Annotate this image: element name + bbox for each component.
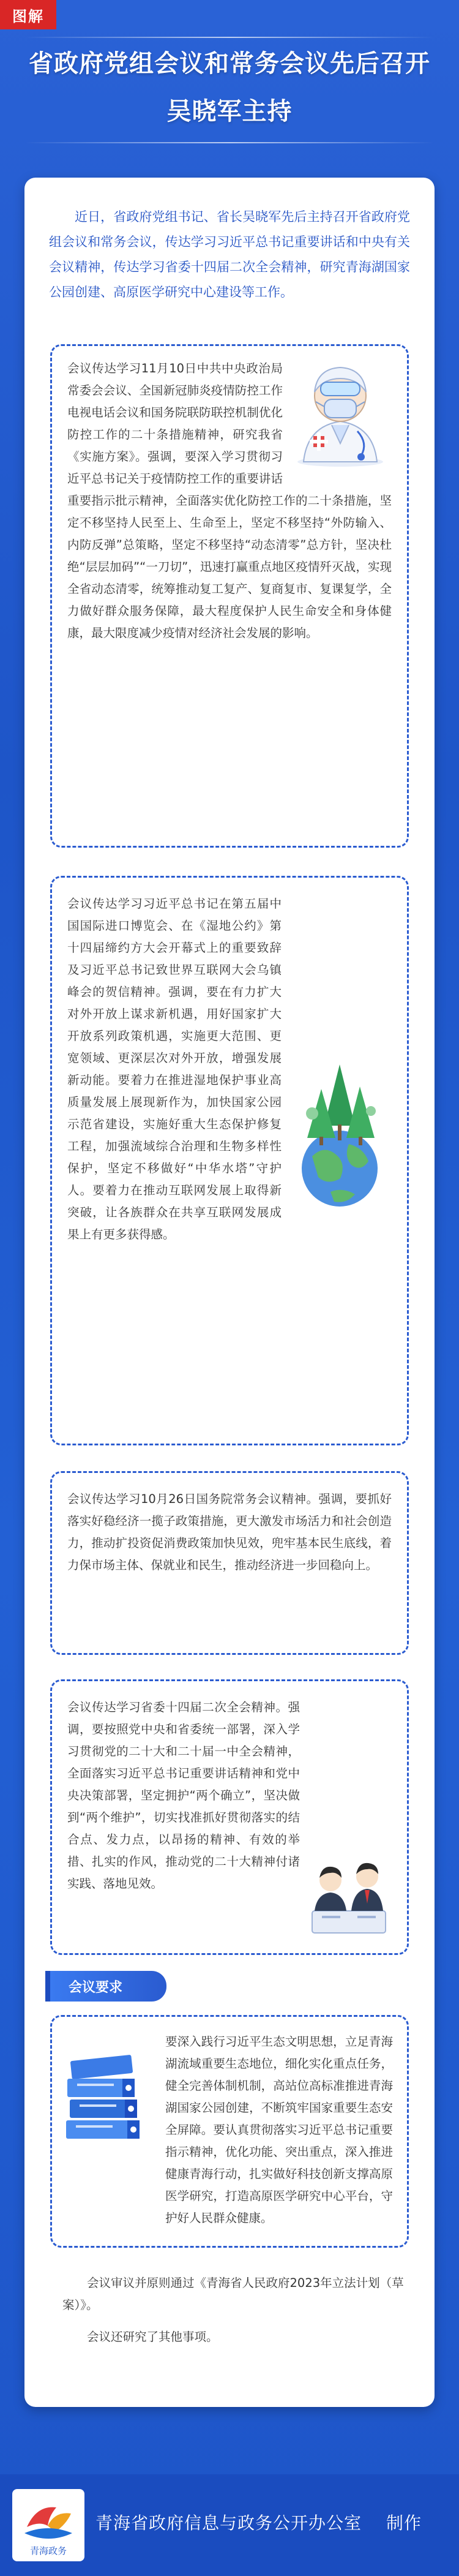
section-text: [67, 1697, 392, 1948]
closing-paragraph-2: 会议还研究了其他事项。: [87, 2330, 218, 2344]
section-4-text: 会议传达学习省委十四届二次全会精神。强调，要按照党中央和省委统一部署，深入学习贯彻党的二十大和二十届一中全会精神，全面落实习近平总书记重要讲话精神和党中央决策部署，坚定拥护“两个确立”，坚决做到“两个维护”，切实找准抓好贯彻落实的结合点、发力点，以昂扬的精神、有效的举措、扎实的作风，推动党的二十大精神付诸实践、落地见效。: [67, 1700, 300, 1891]
meeting-people-icon: [306, 1837, 392, 1941]
divider: [24, 142, 435, 143]
section-2-icon-float: [288, 1052, 392, 1211]
footer-logo: [12, 2489, 84, 2561]
page-title: [0, 44, 459, 131]
title-line-2: 吴晓军主持: [166, 97, 293, 126]
footer-org: 青海省政府信息与政务公开办公室: [95, 2513, 362, 2533]
footer-made: 制作: [386, 2513, 422, 2533]
section-text: [67, 358, 392, 835]
requirements-heading-label: 会议要求: [69, 1979, 123, 1995]
footer: [0, 2474, 459, 2576]
section-1-text: 会议传达学习11月10日中共中央政治局常委会会议、全国新冠肺炎疫情防控工作电视电话会议和国务院联防联控机制优化防控工作的二十条措施精神，研究我省《实施方案》。强调，要深入学习贯彻习近平总书记关于疫情防控工作的重要讲话重要指示批示精神，全面落实优化防控工作的二十条措施，坚定不移坚持人民至上、生命至上，坚定不移坚持“外防输入、内防反弹”总策略，坚定不移坚持“动态清零”总方针，坚决杜绝“层层加码”“一刀切”，迅速打赢重点地区疫情歼灭战，实现全省动态清零，统筹推动复工复产、复商复市、复课复学，全力做好群众服务保障，最大程度保护人民生命安全和身体健康，最大限度减少疫情对经济社会发展的影响。: [67, 361, 392, 640]
category-tag: [0, 0, 56, 29]
tag-label: 图解: [12, 7, 44, 25]
section-3-text: 会议传达学习10月26日国务院常务会议精神。强调，要抓好落实好稳经济一揽子政策措施，更大激发市场活力和社会创造力，推动扩投资促消费政策加快见效，兜牢基本民生底线，着力保市场主体、保就业和民生，推动经济进一步回稳向上。: [67, 1492, 392, 1572]
section-text: [67, 893, 392, 1432]
footer-credit: [95, 2510, 422, 2534]
binders-icon: [61, 2039, 153, 2144]
requirements-text: 要深入践行习近平生态文明思想，立足青海湖流域重要生态地位，细化实化重点任务，健全完善体制机制，高站位高标准推进青海湖国家公园创建，不断筑牢国家重要生态安全屏障。要认真贯彻落实习近平总书记重要指示精神，优化功能、突出重点，深入推进健康青海行动，扎实做好科技创新支撑高原医学研究，打造高原医学研究中心平台，守护好人民群众健康。: [165, 2035, 393, 2225]
footer-logo-text: 青海政务: [29, 2545, 67, 2556]
closing-paragraph-1: 会议审议并原则通过《青海省人民政府2023年立法计划（草案）》。: [62, 2276, 404, 2312]
divider: [24, 37, 435, 38]
title-line-1: 省政府党组会议和常务会议先后召开: [29, 50, 430, 78]
section-4-icon-float: [306, 1837, 392, 1941]
qinghai-gov-logo-icon: [12, 2489, 84, 2561]
binders-illustration: [61, 2039, 153, 2144]
section-2-text: 会议传达学习习近平总书记在第五届中国国际进口博览会、在《湿地公约》第十四届缔约方大会开幕式上的重要致辞及习近平总书记致世界互联网大会乌镇峰会的贺信精神。强调，要在有力扩大对外开放上谋求新机遇，用好国家扩大开放系列政策机遇，实施更大范围、更宽领域、更深层次对外开放，增强发展新动能。要着力在推进湿地保护事业高质量发展上展现新作为，加快国家公园示范省建设，实施好重大生态保护修复工程，加强流域综合治理和生物多样性保护，坚定不移做好“中华水塔”守护人。要着力在推动互联网发展上取得新突破，让各族群众在共享互联网发展成果上有更多获得感。: [67, 897, 282, 1241]
content-card: [24, 178, 435, 2407]
globe-tree-icon: [288, 1052, 392, 1211]
requirements-heading: [50, 1971, 166, 2002]
doctor-icon: [289, 358, 392, 468]
section-1-icon-float: [289, 358, 392, 468]
intro-paragraph: 近日，省政府党组书记、省长吴晓军先后主持召开省政府党组会议和常务会议，传达学习习近平总书记重要讲话和中央有关会议精神，传达学习省委十四届二次全会精神，研究青海湖国家公园创建、高原医学研究中心建设等工作。: [49, 209, 410, 299]
